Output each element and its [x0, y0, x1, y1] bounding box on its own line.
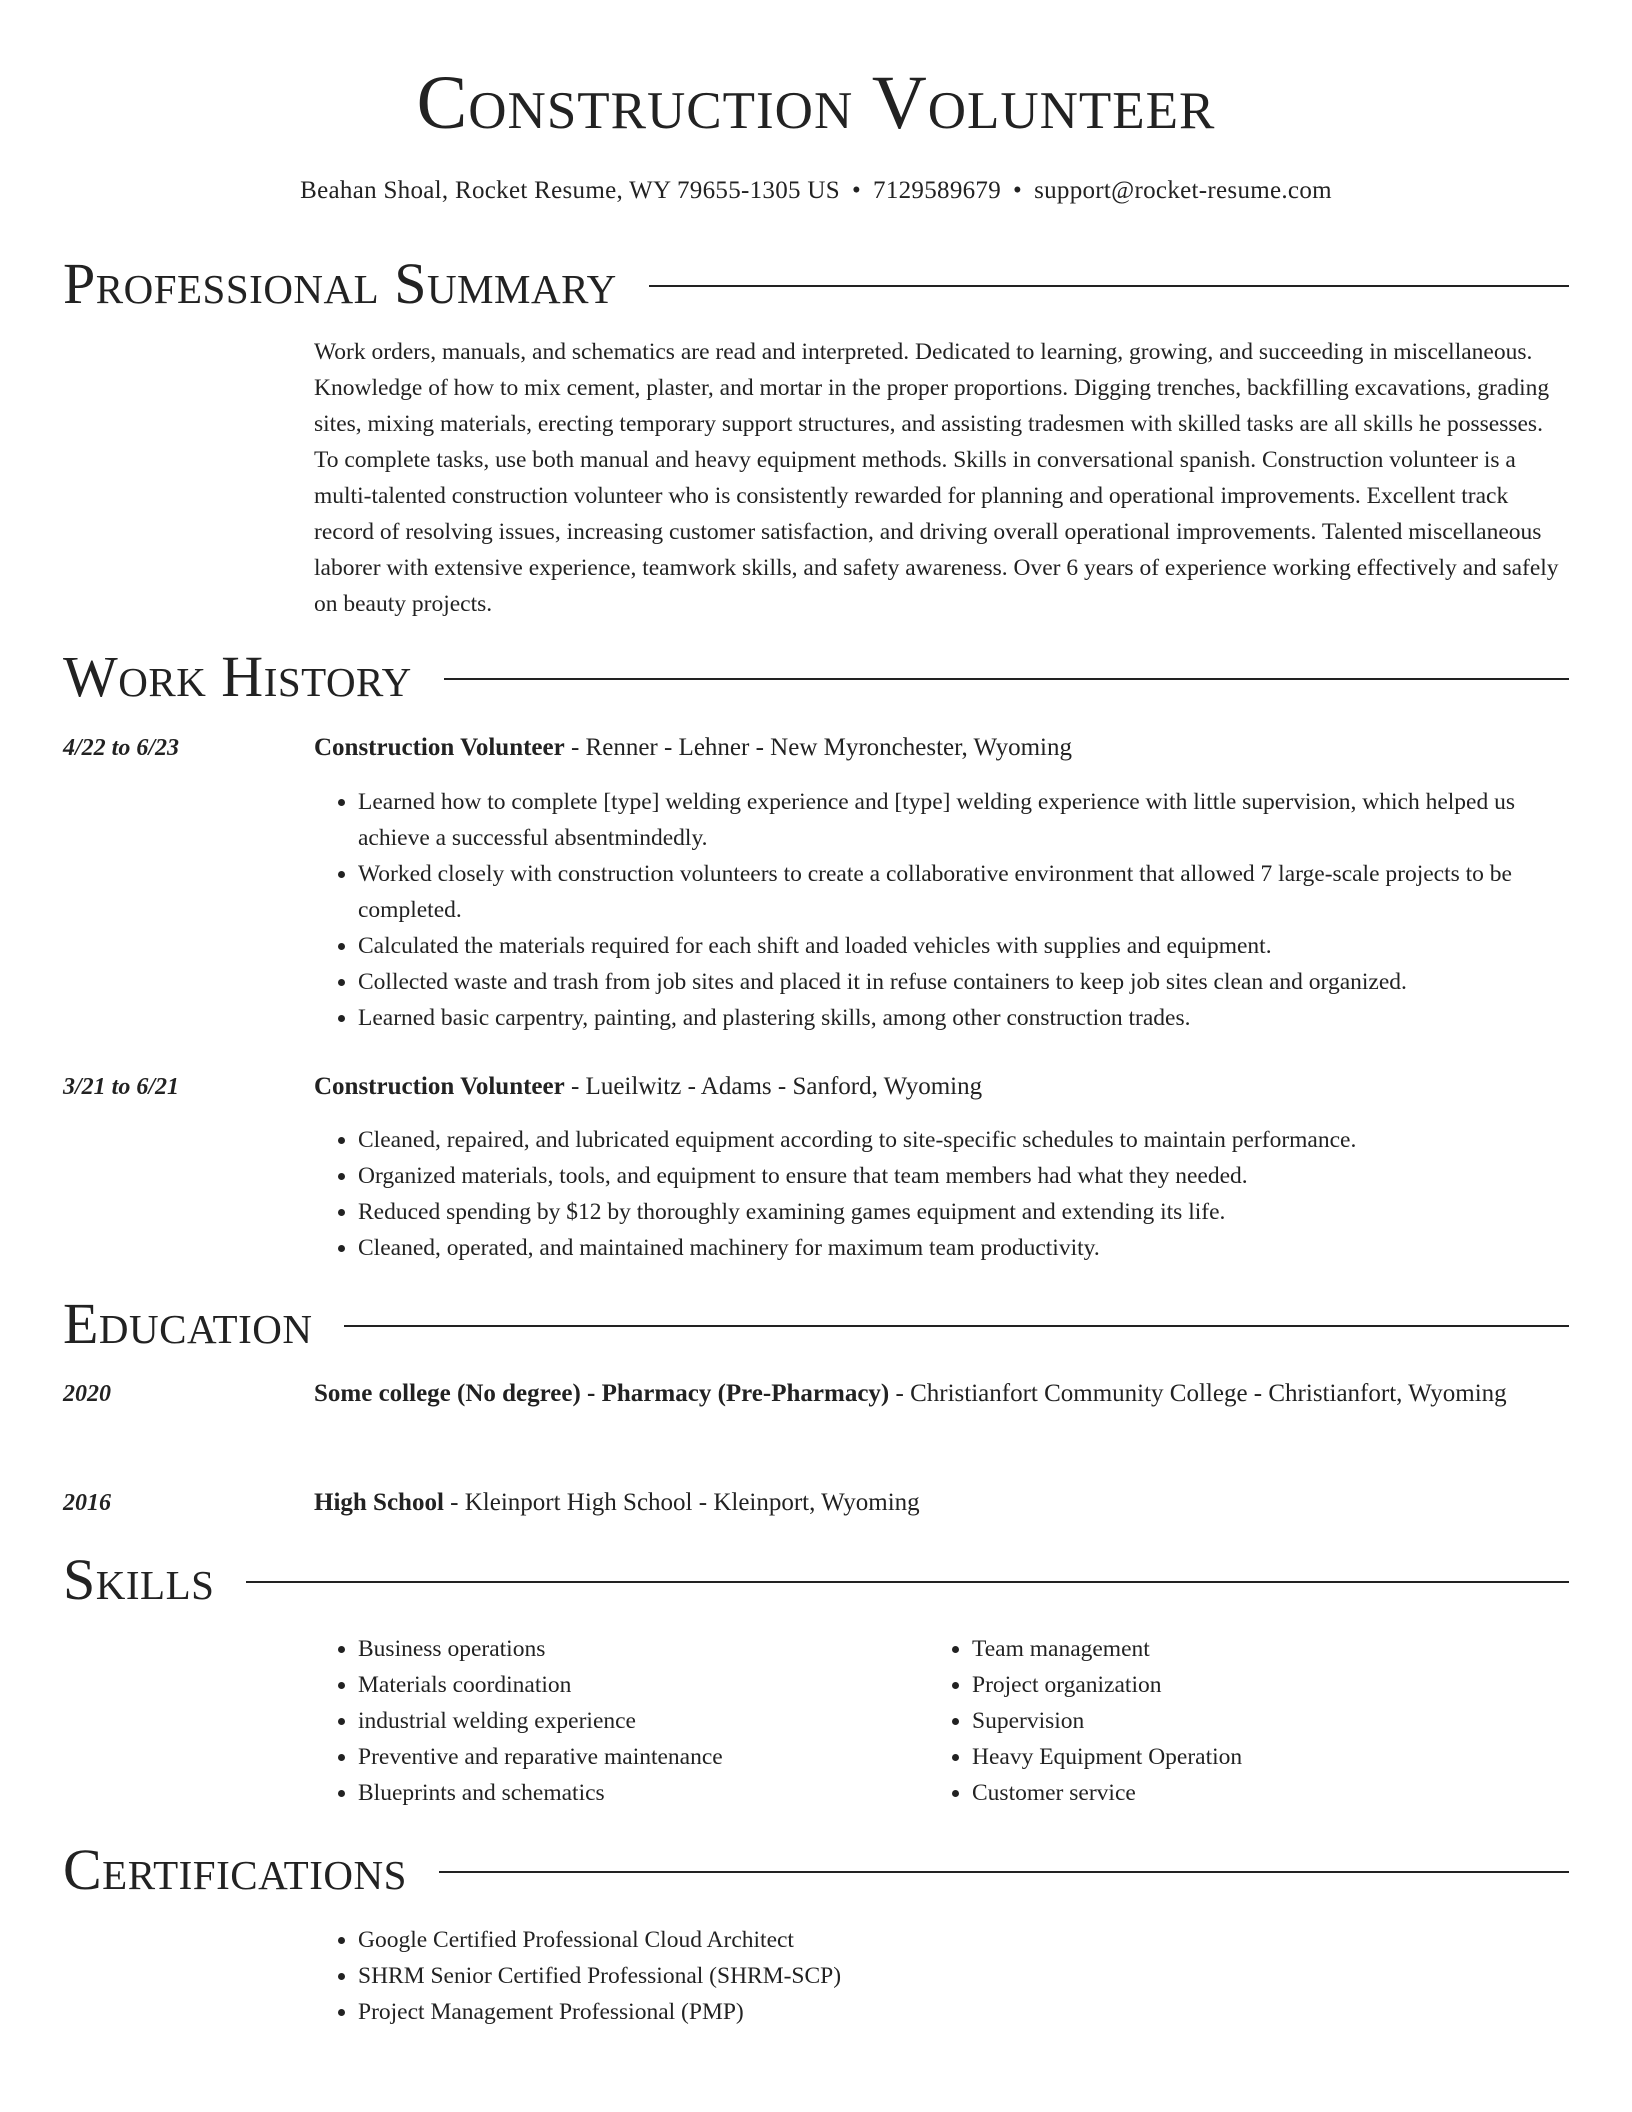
education-section-header [63, 1292, 1569, 1356]
list-item: • Learned basic carpentry, painting, and plastering skills, among other construction trades. [358, 1000, 1568, 1036]
skills-heading: Skills [63, 1547, 215, 1612]
contact-address: Beahan Shoal, Rocket Resume, WY 79655-1305 US [300, 177, 840, 204]
education-year: 2016 [63, 1490, 111, 1516]
list-item: • Cleaned, repaired, and lubricated equipment according to site-specific schedules to maintain performance. [358, 1122, 1568, 1158]
job-dates: 4/22 to 6/23 [63, 735, 180, 761]
job-title: Construction Volunteer [314, 734, 565, 761]
skill-item: • Materials coordination [358, 1667, 1568, 1703]
skill-item: • Team management [972, 1631, 1632, 1667]
section-divider [439, 1871, 1569, 1873]
education-heading: Education [63, 1291, 313, 1356]
job-bullets [314, 784, 1568, 1036]
section-divider [344, 1325, 1569, 1327]
list-item: • Calculated the materials required for each shift and loaded vehicles with supplies and equipment. [358, 928, 1568, 964]
section-divider [444, 678, 1569, 680]
list-item: • Cleaned, operated, and maintained machinery for maximum team productivity. [358, 1230, 1568, 1266]
work-history-section-header [63, 645, 1569, 709]
job-bullets [314, 1122, 1568, 1266]
skill-item: • Project organization [972, 1667, 1632, 1703]
skill-item: • Heavy Equipment Operation [972, 1739, 1632, 1775]
job-details: - Lueilwitz - Adams - Sanford, Wyoming [564, 1073, 983, 1100]
contact-separator: • [851, 177, 862, 204]
skill-item: • Customer service [972, 1775, 1632, 1811]
job-title: Construction Volunteer [314, 1073, 565, 1100]
contact-phone: 7129589679 [873, 177, 1002, 204]
skill-item: • Blueprints and schematics [358, 1775, 1568, 1811]
summary-heading: Professional Summary [63, 251, 617, 316]
skills-list-right [928, 1631, 1632, 1811]
list-item: • Organized materials, tools, and equipment to ensure that team members had what they needed. [358, 1158, 1568, 1194]
list-item: • Collected waste and trash from job sites and placed it in refuse containers to keep job sites clean and organized. [358, 964, 1568, 1000]
certification-item: • SHRM Senior Certified Professional (SHRM-SCP) [358, 1958, 1568, 1994]
certification-item: • Google Certified Professional Cloud Architect [358, 1922, 1568, 1958]
job-details: - Renner - Lehner - New Myronchester, Wyoming [564, 734, 1073, 761]
job-title-line [314, 1069, 1568, 1105]
contact-line [0, 174, 1632, 208]
education-degree: Some college (No degree) - Pharmacy (Pre-Pharmacy) [314, 1380, 890, 1407]
education-entry [314, 1376, 1568, 1412]
skill-item: • Preventive and reparative maintenance [358, 1739, 1568, 1775]
skill-item: • industrial welding experience [358, 1703, 1568, 1739]
list-item: • Learned how to complete [type] welding experience and [type] welding experience with little supervision, which helped us achieve a successful absentmindedly. [358, 784, 1568, 856]
certifications-section-header [63, 1838, 1569, 1902]
section-divider [246, 1581, 1569, 1583]
contact-email: support@rocket-resume.com [1034, 177, 1332, 204]
contact-separator: • [1013, 177, 1023, 204]
education-degree: High School [314, 1489, 444, 1516]
summary-section-header [63, 252, 1569, 316]
certification-item: • Project Management Professional (PMP) [358, 1994, 1568, 2030]
job-dates: 3/21 to 6/21 [63, 1074, 180, 1100]
certifications-heading: Certifications [63, 1837, 407, 1902]
certifications-list [314, 1922, 1568, 2030]
skill-item: • Business operations [358, 1631, 1568, 1667]
skills-section-header [63, 1548, 1569, 1612]
list-item: • Reduced spending by $12 by thoroughly examining games equipment and extending its life. [358, 1194, 1568, 1230]
summary-text: Work orders, manuals, and schematics are read and interpreted. Dedicated to learning, growing, and succeeding in miscellaneous. Knowledge of how to mix cement, plaster, and mortar in the proper proportions. Digging trenches, backfilling excavations, grading sites, mixing materials, erecting temporary support structures, and assisting tradesmen with skilled tasks are all skills he possesses. To complete tasks, use both manual and heavy equipment methods. Skills in conversational spanish. Construction volunteer is a multi-talented construction volunteer who is consistently rewarded for planning and operational improvements. Excellent track record of resolving issues, increasing customer satisfaction, and driving overall operational improvements. Talented miscellaneous laborer with extensive experience, teamwork skills, and safety awareness. Over 6 years of experience working effectively and safely on beauty projects. [314, 339, 1559, 617]
education-year: 2020 [63, 1381, 111, 1407]
education-entry [314, 1485, 1568, 1521]
resume-title: Construction Volunteer [416, 61, 1216, 145]
education-details: - Christianfort Community College - Christianfort, Wyoming [889, 1380, 1507, 1407]
job-title-line [314, 730, 1568, 766]
education-details: - Kleinport High School - Kleinport, Wyoming [443, 1489, 920, 1516]
list-item: • Worked closely with construction volunteers to create a collaborative environment that allowed 7 large-scale projects to be completed. [358, 856, 1568, 928]
work-history-heading: Work History [63, 644, 412, 709]
section-divider [649, 285, 1569, 287]
skill-item: • Supervision [972, 1703, 1632, 1739]
